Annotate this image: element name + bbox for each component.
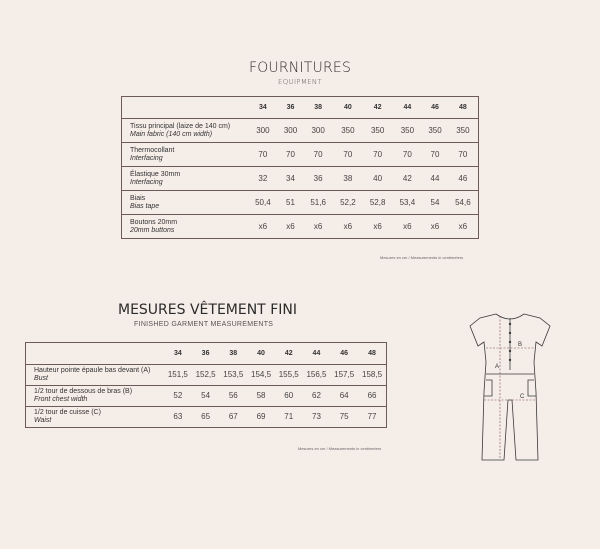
table-row (122, 167, 479, 191)
cell-value: x6 (278, 215, 304, 239)
table-row (122, 119, 479, 143)
size-header: 46 (422, 97, 448, 119)
garment-units-note: Mesures en cm / Measurements in centimeters (298, 446, 382, 451)
cell-value: 70 (448, 143, 479, 167)
cell-value: 350 (333, 119, 363, 143)
cell-value: 53,4 (393, 191, 423, 215)
row-label (122, 191, 249, 215)
row-label (26, 365, 165, 386)
label-fr: 1/2 tour de cuisse (C) (34, 409, 101, 416)
cell-value: 157,5 (330, 365, 358, 386)
cell-value: 34 (278, 167, 304, 191)
button-dot (509, 332, 511, 334)
garment-title: MESURES VÊTEMENT FINI (118, 302, 297, 318)
cell-value: 70 (393, 143, 423, 167)
cell-value: 70 (363, 143, 393, 167)
cell-value: 54 (192, 386, 220, 407)
cell-value: 44 (422, 167, 448, 191)
size-header: 36 (192, 343, 220, 365)
cell-value: x6 (448, 215, 479, 239)
cell-value: 52,2 (333, 191, 363, 215)
cell-value: 155,5 (275, 365, 303, 386)
supplies-title: FOURNITURES (248, 60, 352, 76)
cell-value: 300 (248, 119, 278, 143)
label-fr: Thermocollant (130, 146, 175, 154)
button-dot (509, 341, 511, 343)
measure-a-label: A (495, 364, 500, 370)
row-label (122, 167, 249, 191)
cell-value: 66 (358, 386, 386, 407)
label-en: Interfacing (130, 178, 163, 186)
cell-value: 153,5 (219, 365, 247, 386)
cell-value: 77 (358, 407, 386, 428)
garment-subtitle: FINISHED GARMENT MEASUREMENTS (134, 321, 274, 328)
label-en: Main fabric (140 cm width) (130, 130, 213, 138)
label-en: Bias tape (130, 202, 160, 210)
size-header: 40 (333, 97, 363, 119)
size-header: 38 (219, 343, 247, 365)
cell-value: 350 (448, 119, 479, 143)
row-label (122, 119, 249, 143)
row-label (26, 407, 165, 428)
cell-value: 151,5 (164, 365, 192, 386)
cell-value: 65 (192, 407, 220, 428)
cell-value: 300 (278, 119, 304, 143)
cell-value: 70 (278, 143, 304, 167)
size-header: 34 (248, 97, 278, 119)
button-dot (509, 350, 511, 352)
size-header: 48 (358, 343, 386, 365)
cell-value: 350 (422, 119, 448, 143)
cell-value: 154,5 (247, 365, 275, 386)
button-dot (509, 323, 511, 325)
table-row (26, 386, 387, 407)
size-header: 34 (164, 343, 192, 365)
jumpsuit-diagram (440, 300, 580, 480)
label-fr: Élastique 30mm (130, 170, 181, 178)
cell-value: x6 (393, 215, 423, 239)
size-header: 46 (330, 343, 358, 365)
cell-value: 158,5 (358, 365, 386, 386)
table-row (26, 407, 387, 428)
cell-value: 60 (275, 386, 303, 407)
cell-value: 40 (363, 167, 393, 191)
cell-value: 69 (247, 407, 275, 428)
cell-value: 56 (219, 386, 247, 407)
cell-value: x6 (303, 215, 333, 239)
cell-value: 70 (248, 143, 278, 167)
cell-value: 62 (303, 386, 331, 407)
size-header: 40 (247, 343, 275, 365)
supplies-subtitle: EQUIPMENT (277, 78, 323, 86)
garment-header-row (26, 343, 387, 365)
cell-value: 70 (303, 143, 333, 167)
cell-value: x6 (248, 215, 278, 239)
size-header: 44 (393, 97, 423, 119)
row-label (122, 143, 249, 167)
label-en: Interfacing (130, 154, 163, 162)
cell-value: 75 (330, 407, 358, 428)
row-label (26, 386, 165, 407)
size-header: 42 (275, 343, 303, 365)
label-en: Front chest width (34, 396, 88, 403)
table-row (122, 215, 479, 239)
garment-table (25, 342, 387, 428)
cell-value: 350 (393, 119, 423, 143)
cell-value: 54,6 (448, 191, 479, 215)
row-label (122, 215, 249, 239)
cell-value: 32 (248, 167, 278, 191)
garment-header-blank (26, 343, 165, 365)
label-fr: Biais (130, 194, 146, 202)
cell-value: x6 (333, 215, 363, 239)
cell-value: 36 (303, 167, 333, 191)
cell-value: 52 (164, 386, 192, 407)
cell-value: x6 (363, 215, 393, 239)
size-header: 38 (303, 97, 333, 119)
cell-value: 71 (275, 407, 303, 428)
cell-value: 63 (164, 407, 192, 428)
table-row (26, 365, 387, 386)
cell-value: 50,4 (248, 191, 278, 215)
cell-value: 42 (393, 167, 423, 191)
cell-value: 300 (303, 119, 333, 143)
size-header: 48 (448, 97, 479, 119)
cell-value: 51 (278, 191, 304, 215)
label-fr: Boutons 20mm (130, 218, 178, 226)
label-fr: Hauteur pointe épaule bas devant (A) (34, 367, 151, 374)
supplies-table (121, 96, 479, 239)
cell-value: 38 (333, 167, 363, 191)
cell-value: 73 (303, 407, 331, 428)
cell-value: 51,6 (303, 191, 333, 215)
button-dot (509, 359, 511, 361)
size-header: 42 (363, 97, 393, 119)
cell-value: 46 (448, 167, 479, 191)
cell-value: 70 (333, 143, 363, 167)
cell-value: 52,8 (363, 191, 393, 215)
supplies-header-blank (122, 97, 249, 119)
cell-value: 58 (247, 386, 275, 407)
cell-value: 350 (363, 119, 393, 143)
supplies-header-row (122, 97, 479, 119)
cell-value: 64 (330, 386, 358, 407)
cell-value: 70 (422, 143, 448, 167)
measure-b-label: B (518, 342, 523, 348)
cell-value: 156,5 (303, 365, 331, 386)
table-row (122, 191, 479, 215)
jumpsuit-outline (470, 314, 550, 460)
cell-value: 152,5 (192, 365, 220, 386)
label-en: 20mm buttons (130, 226, 175, 234)
label-en: Waist (34, 417, 52, 424)
cell-value: 54 (422, 191, 448, 215)
supplies-units-note: Mesures en cm / Measurements in centimeters (380, 255, 464, 260)
label-fr: Tissu principal (laize de 140 cm) (130, 122, 231, 130)
table-row (122, 143, 479, 167)
size-header: 36 (278, 97, 304, 119)
label-fr: 1/2 tour de dessous de bras (B) (34, 388, 133, 395)
cell-value: x6 (422, 215, 448, 239)
measure-c-label: C (520, 394, 525, 400)
size-header: 44 (303, 343, 331, 365)
cell-value: 67 (219, 407, 247, 428)
label-en: Bust (34, 375, 49, 382)
